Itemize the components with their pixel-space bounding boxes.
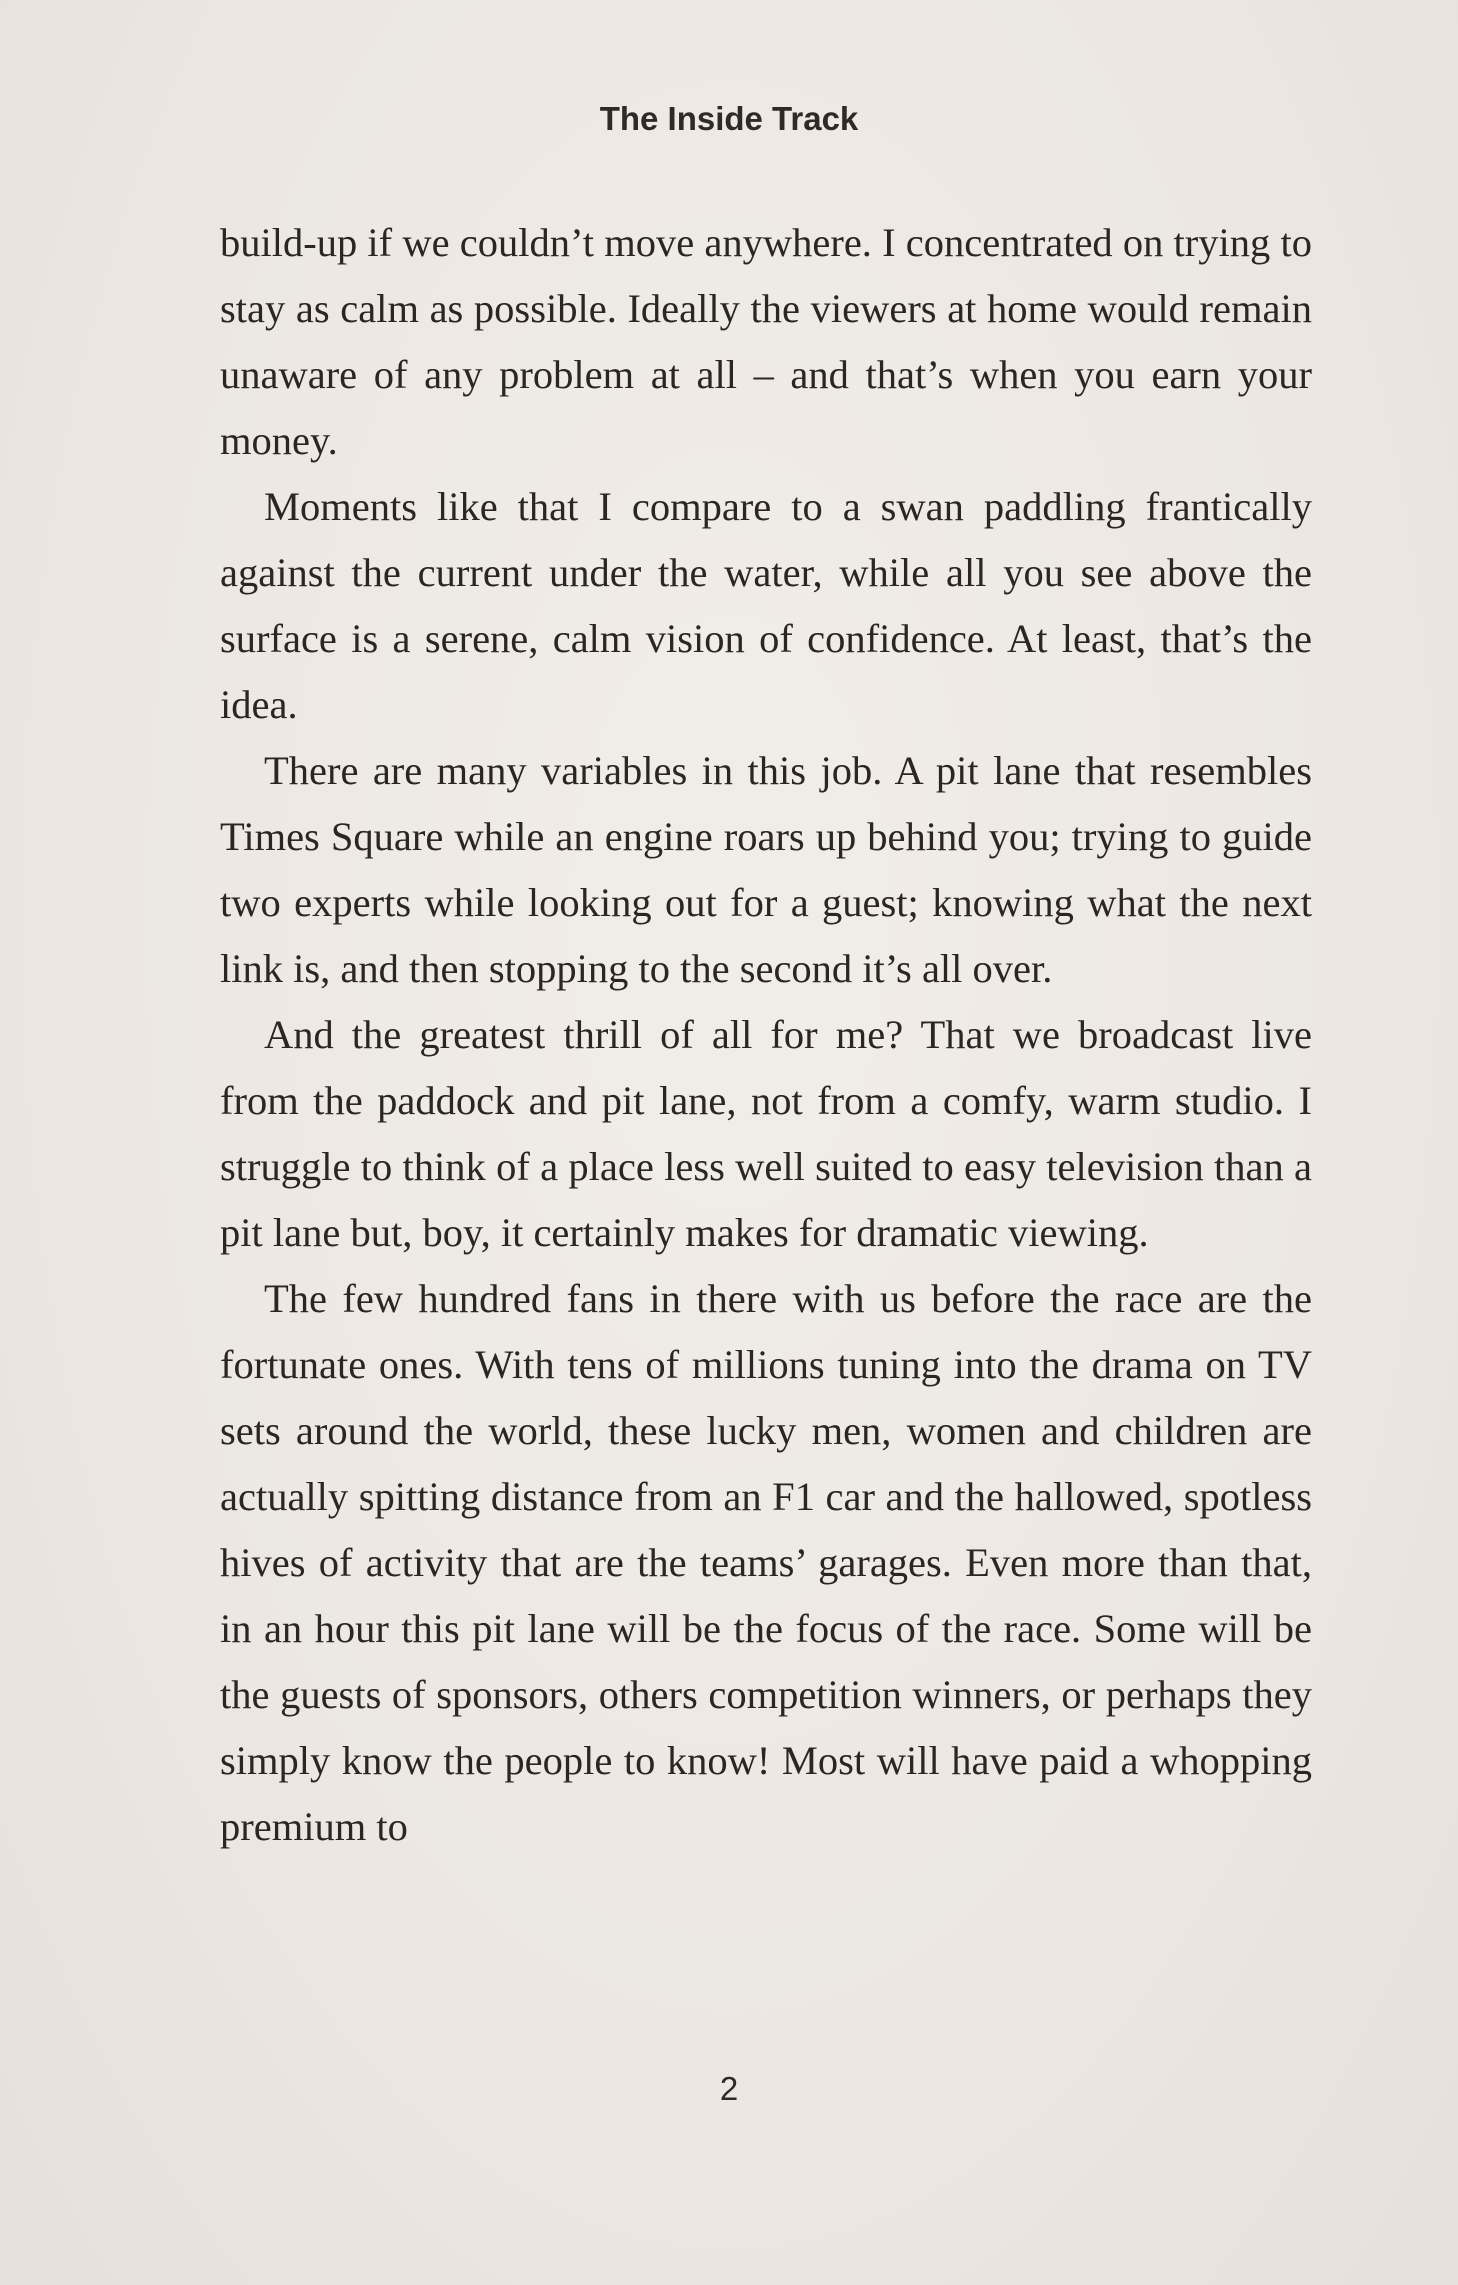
paragraph-3: There are many variables in this job. A pit lane that resembles Times Square while an engine roars up behind you; trying to guide two experts while looking out for a guest; knowing what the next link is, and then stopping to the second it’s all over. (220, 748, 1312, 991)
body-text (220, 210, 1312, 1860)
paragraph-2: Moments like that I compare to a swan paddling frantically against the current under the water, while all you see above the surface is a serene, calm vision of confidence. At least, that’s the idea. (220, 484, 1312, 727)
running-head: The Inside Track (599, 100, 859, 137)
paragraph-5: The few hundred fans in there with us before the race are the fortunate ones. With tens of millions tuning into the drama on TV sets around the world, these lucky men, women and children are actually spitting distance from an F1 car and the hallowed, spotless hives of activity that are the teams’ garages. Even more than that, in an hour this pit lane will be the focus of the race. Some will be the guests of sponsors, others competition winners, or perhaps they simply know the people to know! Most will have paid a whopping premium to (220, 1276, 1312, 1849)
paragraph-1: build-up if we couldn’t move anywhere. I concentrated on trying to stay as calm as possible. Ideally the viewers at home would remain unaware of any problem at all – and that’s when you earn your money. (220, 220, 1312, 463)
paragraph-4: And the greatest thrill of all for me? That we broadcast live from the paddock and pit lane, not from a comfy, warm studio. I struggle to think of a place less well suited to easy television than a pit lane but, boy, it certainly makes for dramatic viewing. (220, 1012, 1312, 1255)
page-number: 2 (719, 2070, 739, 2107)
